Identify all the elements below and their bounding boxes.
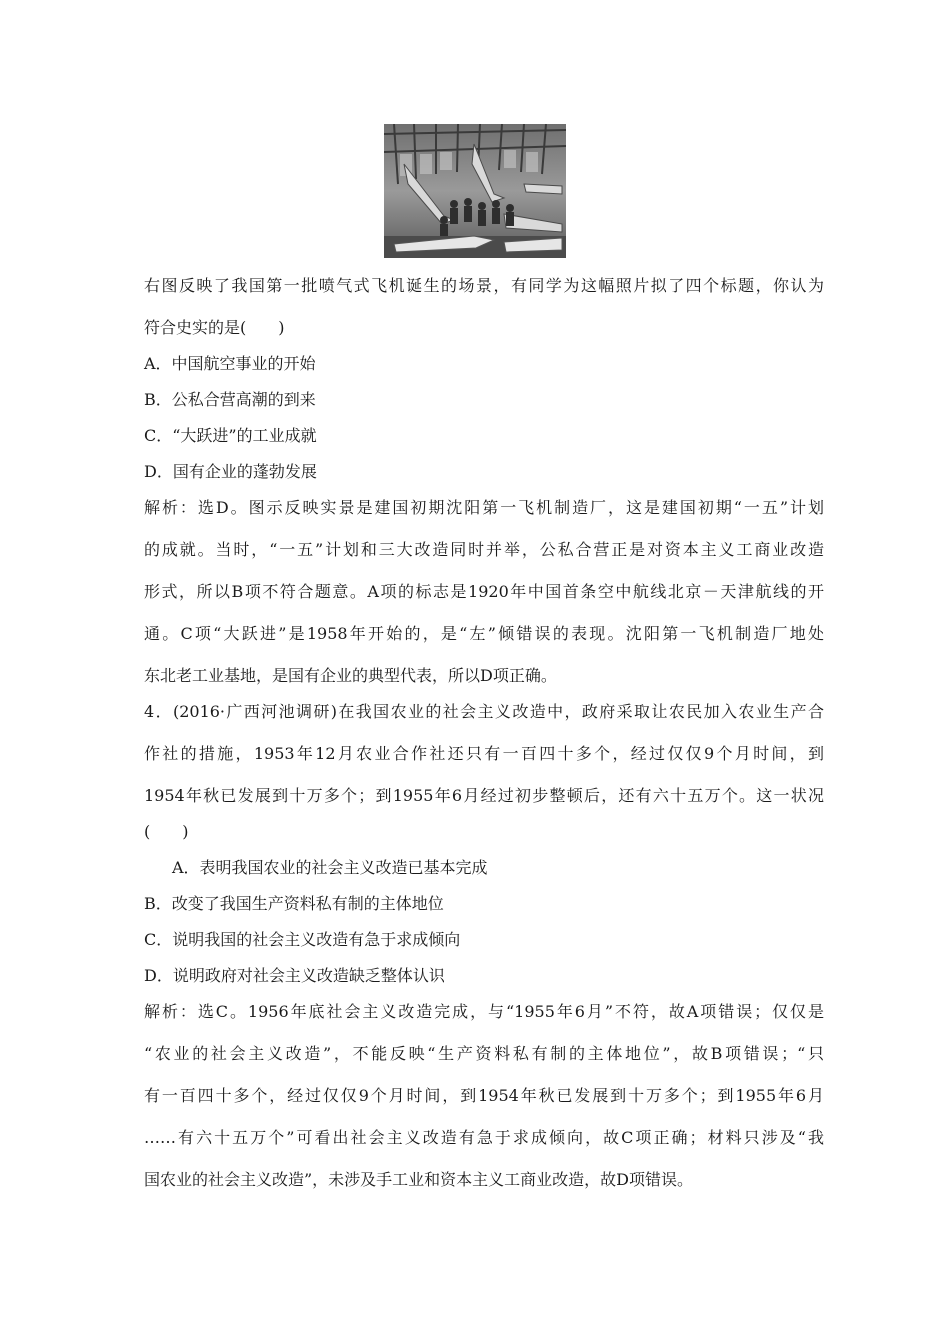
q3-option-b: B．公私合营高潮的到来 [144,390,316,409]
q4-analysis-line: 解析：选C。1956年底社会主义改造完成，与“1955年6月”不符，故A项错误；仅仅是 [144,1002,824,1021]
q3-analysis-line: 的成就。当时，“一五”计划和三大改造同时并举，公私合营正是对资本主义工商业改造 [144,540,824,559]
jet-factory-photo [384,124,566,258]
q4-analysis-line: 有一百四十多个，经过仅仅9个月时间，到1954年秋已发展到十万多个；到1955年6月 [144,1086,824,1105]
q4-option-b: B．改变了我国生产资料私有制的主体地位 [144,894,444,913]
q3-analysis-line: 形式，所以B项不符合题意。A项的标志是1920年中国首条空中航线北京－天津航线的开 [144,582,824,601]
q4-analysis-line: ……有六十五万个”可看出社会主义改造有急于求成倾向，故C项正确；材料只涉及“我 [144,1128,824,1147]
q4-stem-line: ( ) [144,822,189,841]
q4-analysis-line: 国农业的社会主义改造”，未涉及手工业和资本主义工商业改造，故D项错误。 [144,1170,694,1189]
q3-stem-line1: 右图反映了我国第一批喷气式飞机诞生的场景，有同学为这幅照片拟了四个标题，你认为 [144,276,824,295]
q4-stem-line: 作社的措施，1953年12月农业合作社还只有一百四十多个，经过仅仅9个月时间，到 [144,744,824,763]
q3-stem-line2: 符合史实的是( ) [144,318,285,337]
q3-option-a: A．中国航空事业的开始 [144,354,316,373]
q4-stem-line: 4．(2016·广西河池调研)在我国农业的社会主义改造中，政府采取让农民加入农业生产合 [144,702,824,721]
jet-factory-photo-image [384,124,566,258]
q4-option-d: D．说明政府对社会主义改造缺乏整体认识 [144,966,445,985]
q3-analysis-line: 解析：选D。图示反映实景是建国初期沈阳第一飞机制造厂，这是建国初期“一五”计划 [144,498,824,517]
q3-analysis-line: 东北老工业基地，是国有企业的典型代表，所以D项正确。 [144,666,557,685]
q3-option-c: C．“大跃进”的工业成就 [144,426,317,445]
q3-analysis-line: 通。C项“大跃进”是1958年开始的，是“左”倾错误的表现。沈阳第一飞机制造厂地处 [144,624,824,643]
q4-option-c: C．说明我国的社会主义改造有急于求成倾向 [144,930,461,949]
q3-option-d: D．国有企业的蓬勃发展 [144,462,317,481]
q4-analysis-line: “农业的社会主义改造”，不能反映“生产资料私有制的主体地位”，故B项错误；“只 [144,1044,824,1063]
q4-option-a: A．表明我国农业的社会主义改造已基本完成 [172,858,488,877]
q4-stem-line: 1954年秋已发展到十万多个；到1955年6月经过初步整顿后，还有六十五万个。这一状况 [144,786,824,805]
